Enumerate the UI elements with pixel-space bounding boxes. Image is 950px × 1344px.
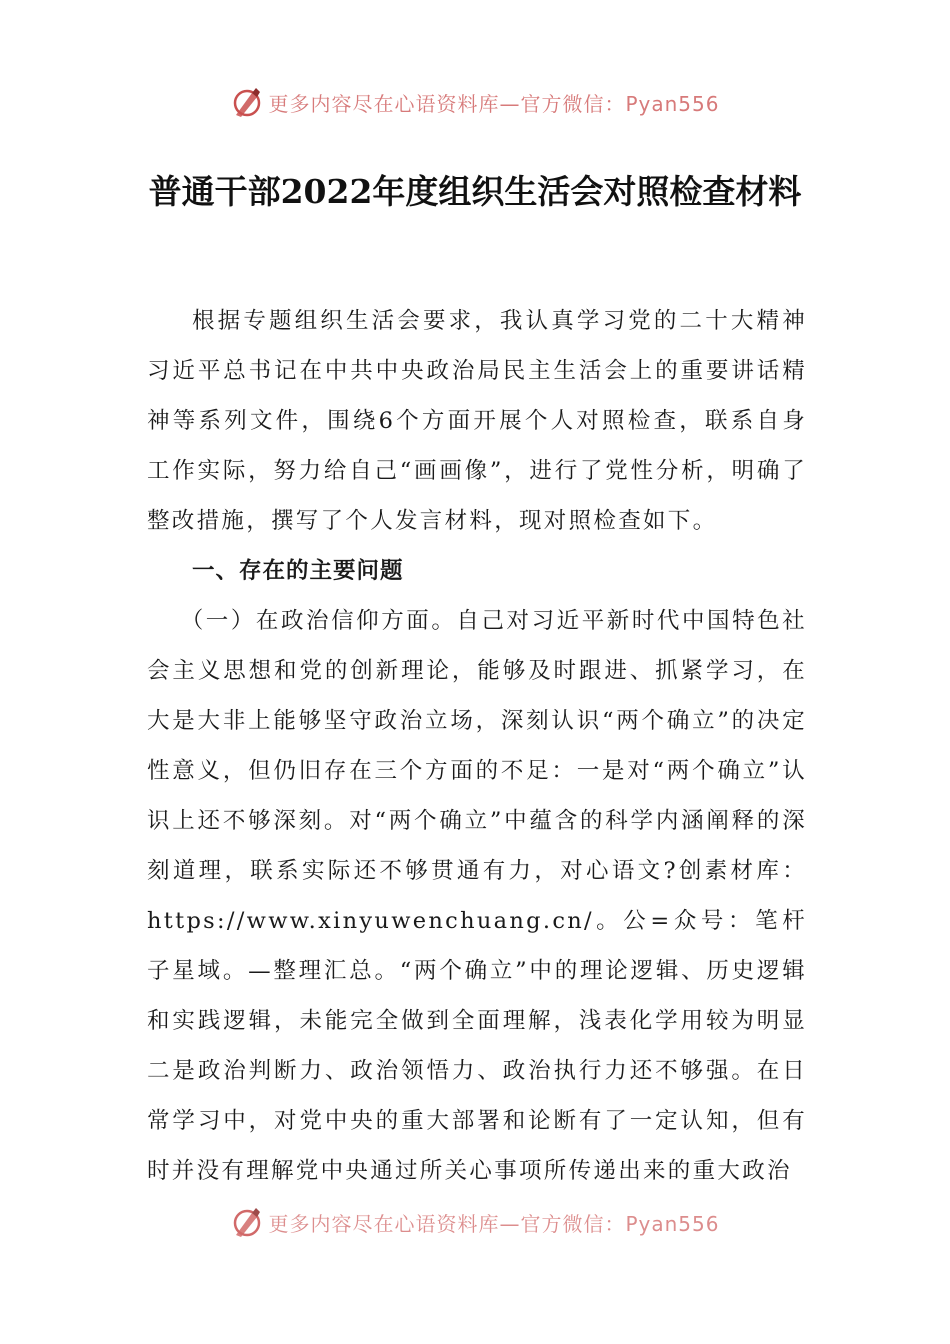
- watermark-text: 更多内容尽在心语资料库—官方微信：Pyan556: [268, 1211, 720, 1236]
- watermark-text: 更多内容尽在心语资料库—官方微信：Pyan556: [268, 91, 720, 116]
- section-heading: 一、存在的主要问题: [192, 558, 404, 584]
- section-paragraph: （一）在政治信仰方面。自己对习近平新时代中国特色社会主义思想和党的创新理论，能够及时跟进、抓紧学习，在大是大非上能够坚守政治立场，深刻认识“两个确立”的决定性意义，但仍旧存在三个方面的不足：一是对“两个确立”认识上还不够深刻。对“两个确立”中蕴含的科学内涵阐释的深刻道理，联系实际还不够贯通有力，对心语文?创素材库：https://www.xinyuwenchuang.cn/。公=众号：笔杆子星域。—整理汇总。“两个确立”中的理论逻辑、历史逻辑和实践逻辑，未能完全做到全面理解，浅表化学用较为明显二是政治判断力、政治领悟力、政治执行力还不够强。在日常学习中，对党中央的重大部署和论断有了一定认知，但有时并没有理解党中央通过所关心事项所传递出来的重大政治: [147, 608, 807, 1184]
- header-watermark: [0, 82, 950, 122]
- document-title: 普通干部2022年度组织生活会对照检查材料: [148, 172, 802, 211]
- footer-watermark: [0, 1202, 950, 1242]
- intro-paragraph: 根据专题组织生活会要求，我认真学习党的二十大精神习近平总书记在中共中央政治局民主生活会上的重要讲话精神等系列文件，围绕6个方面开展个人对照检查，联系自身工作实际，努力给自己“画画像”，进行了党性分析，明确了整改措施，撰写了个人发言材料，现对照检查如下。: [147, 308, 807, 534]
- pen-nib-icon: [230, 1205, 264, 1239]
- document-body: [147, 296, 807, 1196]
- pen-nib-icon: [230, 85, 264, 119]
